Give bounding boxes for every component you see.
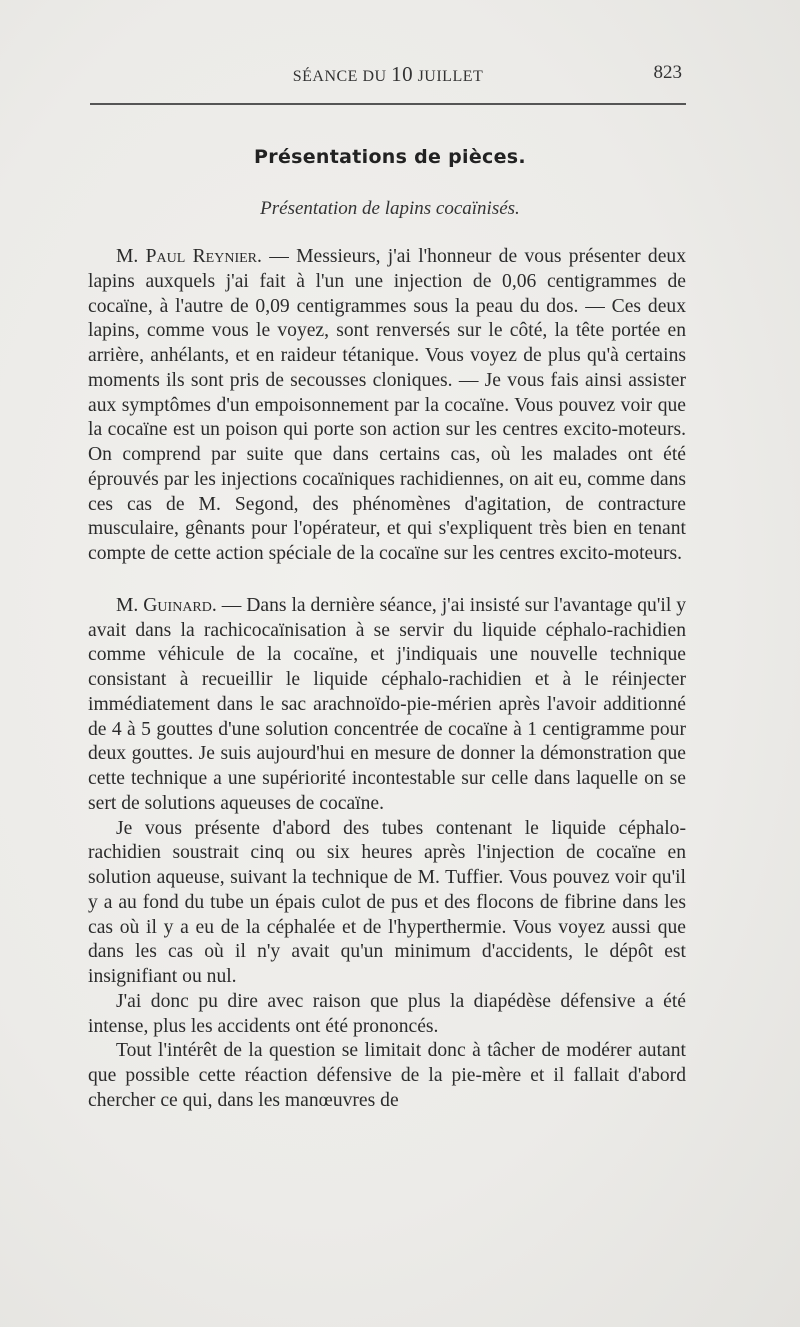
header-rule [90,103,686,105]
section-title: Présentations de pièces. [254,146,526,168]
paragraph-reynier [88,245,686,567]
running-head-post: JUILLET [413,68,484,85]
speaker-name: Guinard [143,594,212,616]
paragraph-diapedese: J'ai donc pu dire avec raison que plus la diapédèse défensive a été intense, plus les accidents ont été prononcés. [88,990,686,1037]
speaker-prefix: M. [116,246,146,267]
subtitle: Présentation de lapins cocaïnisés. [260,198,520,219]
paragraph-text: . — Dans la dernière séance, j'ai insisté sur l'avantage qu'il y avait dans la rachicocaïnisation à se servir du liquide céphalo-rachidien comme véhicule de la cocaïne, et j'indiquais une nouvelle technique consistant à recueillir le liquide céphalo-rachidien et à le réinjecter immédiatement dans le sac arachnoïdo-pie-mérien après l'avoir additionné de 4 à 5 gouttes d'une solution concentrée de cocaïne à 1 centigramme pour deux gouttes. Je suis aujourd'hui en mesure de donner la démonstration que cette technique a une supériorité incontestable sur celle dans laquelle on se sert de solutions aqueuses de cocaïne. [88,594,686,814]
running-head-pre: SÉANCE DU [292,68,392,85]
page-header [90,62,686,88]
paragraph-tubes: Je vous présente d'abord des tubes contenant le liquide céphalo-rachidien soustrait cinq ou six heures après l'injection de cocaïne en solution aqueuse, suivant la technique de M. Tuffier. Vous pouvez voir qu'il y a au fond du tube un épais culot de pus et des flocons de fibrine dans les cas où il y a eu de la céphalée et de l'hyperthermie. Vous voyez aussi que dans les cas où il n'y avait qu'un minimum d'accidents, le dépôt est insignifiant ou nul. [88,817,686,987]
page-number: 823 [653,62,682,83]
running-head-date: 10 [391,62,414,86]
speaker-name: Paul Reynier [145,246,258,267]
running-head [90,62,686,87]
paragraph-guinard [88,594,686,817]
paragraph-interet: Tout l'intérêt de la question se limitait donc à tâcher de modérer autant que possible cette réaction défensive de la pie-mère et il fallait d'abord chercher ce qui, dans les manœuvres de [88,1040,686,1111]
body-text [88,245,686,1114]
paragraph-text: . — Messieurs, j'ai l'honneur de vous présenter deux lapins auxquels j'ai fait à l'un une injection de 0,06 centigrammes de cocaïne, à l'autre de 0,09 centigrammes sous la peau du dos. — Ces deux lapins, comme vous le voyez, sont renversés sur le côté, la tête portée en arrière, anhélants, et en raideur tétanique. Vous voyez de plus qu'à certains moments ils sont pris de secousses cloniques. — Je vous fais ainsi assister aux symptômes d'un empoisonnement par la cocaïne. Vous pouvez voir que la cocaïne est un poison qui porte son action sur les centres excito-moteurs. On comprend par suite que dans certains cas, où les malades ont été éprouvés par les injections cocaïniques rachidiennes, on ait eu, comme dans ces cas de M. Segond, des phénomènes d'agitation, de contracture musculaire, gênants pour l'opérateur, et qui s'expliquent très bien en tenant compte de cette action spéciale de la cocaïne sur les centres excito-moteurs. [88,246,686,564]
speaker-prefix: M. [116,594,144,616]
